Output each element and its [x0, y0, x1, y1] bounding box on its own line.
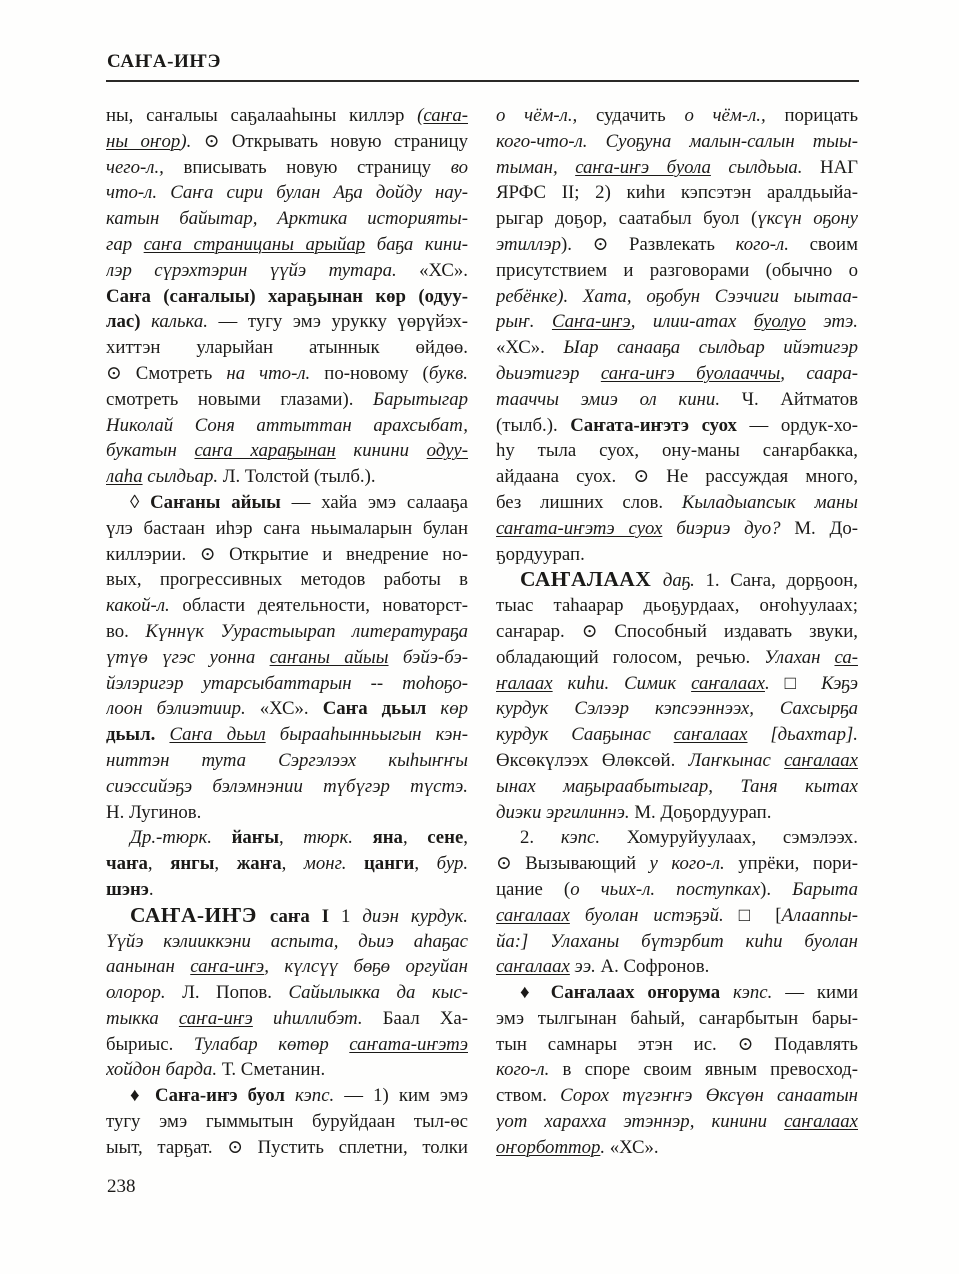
- text-run: саҥа I: [269, 905, 330, 927]
- text-run: киһи. Симик: [552, 672, 692, 694]
- text-run: саҥалаах: [673, 724, 748, 746]
- text-run: монг.: [303, 853, 364, 875]
- text-run: чего-л.,: [106, 156, 184, 178]
- text-line: [496, 1057, 858, 1083]
- text-line: [106, 490, 468, 516]
- text-run: ,: [414, 853, 437, 875]
- text-run: Саҥата-иҥэтэ суох: [570, 414, 737, 436]
- text-run: хойдон барда.: [106, 1059, 222, 1081]
- text-line: [106, 671, 468, 697]
- text-run: Кыладыапсык маны: [681, 491, 858, 513]
- text-run: букв.: [428, 362, 468, 384]
- text-line: [106, 387, 468, 413]
- text-run: лаһа: [106, 466, 143, 488]
- text-line: [496, 516, 858, 542]
- text-run: — тугу эмэ урукку үөрүйэх-: [218, 311, 468, 333]
- text-run: катын байытар, Арктика историяты-: [106, 208, 468, 230]
- text-run: янгы: [170, 853, 215, 875]
- text-line: [106, 284, 468, 310]
- text-run: Тулабар көтөр: [193, 1033, 350, 1055]
- text-run: , күлсүү бөҕө оргуйан: [264, 956, 468, 978]
- text-run: саҥа хараҕынан: [194, 440, 336, 462]
- page-number: 238: [107, 1176, 136, 1197]
- text-run: Алааппы-: [781, 904, 858, 926]
- text-run: Хомуруйуулаах, сэмэлээх.: [600, 827, 858, 849]
- text-line: [496, 335, 858, 361]
- text-line: [496, 877, 858, 903]
- text-run: Саҥа-иҥэ буол: [155, 1085, 295, 1107]
- text-run: диэки эргилиннэ.: [496, 801, 635, 823]
- text-run: ,: [214, 853, 237, 875]
- text-line: [496, 851, 858, 877]
- text-line: [106, 722, 468, 748]
- text-line: [106, 516, 468, 542]
- text-run: во: [450, 156, 468, 178]
- text-run: хиттэн уларыйан атыннык өйдөө.: [106, 337, 468, 359]
- text-run: судачить: [596, 105, 685, 126]
- text-run: Саҥа дьыл: [169, 724, 266, 746]
- text-run: саҥа-иҥэ буолааччы: [600, 362, 781, 384]
- text-run: , илии-атах: [630, 311, 754, 333]
- text-line: [106, 103, 468, 129]
- text-run: этиллэр: [496, 233, 562, 255]
- running-head: САҤА-ИҤЭ: [107, 51, 222, 72]
- text-run: 1: [329, 905, 363, 927]
- text-run: ).: [180, 130, 204, 152]
- text-run: лас): [106, 311, 152, 333]
- text-run: ,: [281, 853, 304, 875]
- text-run: Улахан: [764, 646, 835, 668]
- text-run: саҥа-: [423, 105, 468, 126]
- text-run: ⊙ Смотреть: [106, 362, 227, 384]
- text-run: сене: [427, 827, 464, 849]
- text-run: быриыс.: [106, 1033, 194, 1055]
- text-run: о чём-л.,: [496, 105, 596, 126]
- text-run: саҥарар. ⊙ Способный издавать звуки,: [496, 620, 858, 642]
- text-line: [496, 774, 858, 800]
- text-run: тугу эмэ гыммытын буруйдаан тыл-өс: [106, 1111, 468, 1133]
- text-line: [106, 1135, 468, 1161]
- text-run: , саара-: [780, 362, 858, 384]
- text-run: саҥаны айыы: [269, 646, 389, 668]
- text-run: Ыар санааҕа сылдьар ийэтигэр: [563, 337, 858, 359]
- text-run: Ч. Айтматов: [741, 388, 858, 410]
- text-run: ,: [278, 827, 304, 849]
- text-run: по-новому (: [310, 362, 429, 384]
- text-run: сылдьар.: [142, 466, 223, 488]
- text-run: саҥата-иҥэтэ: [349, 1033, 468, 1055]
- text-run: упрёки, пори-: [724, 853, 858, 875]
- text-run: йа:] Улаханы бүтэрбит киһи буолан: [496, 930, 858, 952]
- text-run: обладающий голосом, речью.: [496, 646, 765, 668]
- text-run: кэпс.: [560, 827, 601, 849]
- text-line: [106, 335, 468, 361]
- text-run: саҥалаах: [784, 1111, 858, 1133]
- text-line: [106, 1006, 468, 1032]
- text-line: [106, 877, 468, 903]
- text-run: Саҥалаах оҥорума: [550, 982, 734, 1004]
- text-line: [106, 232, 468, 258]
- text-run: саҥалаах: [691, 672, 765, 694]
- text-line: [106, 645, 468, 671]
- text-run: Барытыгар: [373, 388, 468, 410]
- text-run: үксүн оҕону: [757, 208, 858, 230]
- text-run: курдук Сэлээр кэпсээннээх, Сахсырҕа: [496, 698, 858, 720]
- text-run: тын самнары этэн ис. ⊙ Подавлять: [496, 1033, 858, 1055]
- text-run: .: [764, 672, 785, 694]
- text-line: [496, 954, 858, 980]
- text-run: у кого-л.: [649, 853, 725, 875]
- text-run: шэнэ: [106, 878, 149, 900]
- text-run: ҕордуурап.: [496, 543, 585, 565]
- text-run: бырааһынньыгын кэн-: [265, 724, 468, 746]
- text-line: [106, 593, 468, 619]
- text-line: [496, 1109, 858, 1135]
- text-run: биэриэ дуо?: [662, 517, 795, 539]
- text-line: [496, 671, 858, 697]
- text-run: рыҥ.: [496, 311, 552, 333]
- text-run: тыкка: [106, 1007, 179, 1029]
- text-run: порицать: [784, 105, 858, 126]
- text-run: смотреть новыми глазами).: [106, 388, 374, 410]
- text-line: [496, 103, 858, 129]
- text-line: [496, 696, 858, 722]
- text-run: Барыта: [792, 878, 858, 900]
- text-line: [496, 361, 858, 387]
- text-run: буолуо: [753, 311, 806, 333]
- text-run: ыыт, тарҕат. ⊙ Пустить сплетни, толки: [106, 1136, 468, 1158]
- text-run: своим: [788, 233, 858, 255]
- header-rule: [106, 80, 859, 82]
- text-run: Лаҥкынас: [688, 749, 785, 771]
- text-run: .: [600, 1136, 610, 1158]
- text-line: [496, 232, 858, 258]
- text-line: [496, 206, 858, 232]
- text-run: «ХС».: [496, 337, 564, 359]
- text-line: [496, 258, 858, 284]
- text-run: яна: [372, 827, 403, 849]
- text-line: [496, 413, 858, 439]
- text-run: — ордук-хо-: [736, 414, 858, 436]
- text-run: саҥалаах: [784, 749, 858, 771]
- text-run: «ХС».: [259, 698, 323, 720]
- text-run: лоон бэлиэтиир.: [106, 698, 260, 720]
- text-line: [106, 800, 468, 826]
- text-run: эмэ тылгынан баһый, саҥарбытын бары-: [496, 1007, 858, 1029]
- text-run: саҥа-иҥэ буола: [575, 156, 711, 178]
- text-run: дьыл.: [106, 724, 170, 746]
- text-run: кинини: [335, 440, 427, 462]
- text-run: лэр сүрэхтэрин үүйэ тутара.: [106, 259, 420, 281]
- text-run: 1. Саҥа, дорҕоон,: [694, 570, 858, 592]
- text-run: □: [784, 672, 822, 694]
- text-line: [106, 1057, 468, 1083]
- text-run: ). ⊙ Развлекать: [561, 233, 736, 255]
- text-run: этэ.: [805, 311, 858, 333]
- text-line: [496, 980, 858, 1006]
- text-run: ҥалаах: [496, 672, 553, 694]
- text-run: үтүө үгэс уонна: [106, 646, 270, 668]
- text-run: кого-л.: [735, 233, 789, 255]
- text-run: А. Софронов.: [600, 956, 710, 978]
- text-line: [106, 929, 468, 955]
- text-run: тюрк.: [303, 827, 373, 849]
- text-run: ниттэн тута Сэргэлээх кыһыҥҥы: [106, 749, 468, 771]
- text-line: [106, 1083, 468, 1109]
- text-run: ребёнке). Хата, оҕобун Сээчиги ыытаа-: [496, 285, 858, 307]
- text-line: [106, 748, 468, 774]
- text-line: [106, 954, 468, 980]
- text-run: без лишних слов.: [496, 491, 682, 513]
- text-run: саҥа страницаны арыйар: [143, 233, 366, 255]
- text-run: (тылб.).: [496, 414, 571, 436]
- text-run: уот харахха этэннэр, кинини: [496, 1111, 785, 1133]
- text-run: аанынан: [106, 956, 191, 978]
- text-run: о чём-л.,: [684, 105, 785, 126]
- text-run: вписывать новую страницу: [183, 156, 451, 178]
- text-line: [106, 619, 468, 645]
- text-run: һу тыла суох, ону-маны саҥарбакка,: [496, 440, 858, 462]
- text-run: баҕа кини-: [365, 233, 468, 255]
- text-line: [106, 155, 468, 181]
- text-run: что-л. Саҥа сири булан Аҕа дойду нау-: [106, 182, 468, 204]
- text-run: ♦: [520, 982, 551, 1004]
- text-line: [496, 284, 858, 310]
- text-run: в споре своим явным превосход-: [549, 1059, 858, 1081]
- text-run: Күннүк Уурастыырап литератураҕа: [145, 620, 468, 642]
- text-line: [496, 825, 858, 851]
- text-run: Саҥа дьыл: [322, 698, 441, 720]
- text-run: «ХС».: [609, 1136, 659, 1158]
- text-run: олорор.: [106, 982, 183, 1004]
- text-run: во.: [106, 620, 146, 642]
- text-run: САҤА-ИҤЭ: [130, 902, 270, 927]
- text-run: вых, прогрессивных методов работы в: [106, 569, 468, 591]
- text-run: «ХС».: [419, 259, 468, 281]
- text-run: ны оҥор: [106, 130, 181, 152]
- text-line: [496, 1135, 858, 1161]
- text-run: айдаана суох. ⊙ Не рассуждая много,: [496, 466, 858, 488]
- text-line: [496, 155, 858, 181]
- text-run: М. Доҕордуурап.: [634, 801, 772, 823]
- text-run: ,: [402, 827, 428, 849]
- text-run: кого-л.: [496, 1059, 550, 1081]
- text-run: области деятельности, новаторст-: [169, 595, 468, 617]
- text-run: саҥалаах: [496, 904, 570, 926]
- text-run: ⊙ Вызывающий: [496, 853, 650, 875]
- text-run: Саҥа (саҥалыы) хараҕынан көр (одуу-: [106, 285, 468, 307]
- text-run: киллэрии. ⊙ Открытие и внедрение но-: [106, 543, 468, 565]
- text-run: ынах маҕыраабытыгар, Таня кытах: [496, 775, 858, 797]
- text-run: присутствием и разговорами (обычно о: [496, 259, 858, 281]
- text-run: оҥорботтор: [496, 1136, 601, 1158]
- text-run: НАГ: [820, 156, 858, 178]
- text-line: [106, 180, 468, 206]
- text-line: [496, 645, 858, 671]
- text-run: Т. Сметанин.: [221, 1059, 326, 1081]
- text-run: на что-л.: [226, 362, 311, 384]
- text-run: ,: [147, 853, 171, 875]
- text-run: Үүйэ кэлииккэни аспыта, дьиэ аһаҕас: [106, 930, 468, 952]
- text-run: сиэссийэҕэ бэлэмнэнии түбүгэр түстэ.: [106, 775, 468, 797]
- text-run: ны, саҥалыы саҕалааһыны киллэр: [106, 105, 418, 126]
- text-run: — хайа эмэ салааҕа: [280, 491, 468, 513]
- text-run: Др.-тюрк.: [130, 827, 232, 849]
- text-run: үлэ бастаан иһэр саҥа ньымаларын булан: [106, 517, 468, 539]
- text-run: ♦: [130, 1085, 155, 1107]
- text-run: букатын: [106, 440, 195, 462]
- text-line: [106, 903, 468, 929]
- text-line: [106, 309, 468, 335]
- text-run: ).: [760, 878, 793, 900]
- text-run: ээ.: [569, 956, 601, 978]
- text-run: ,: [463, 827, 468, 849]
- text-line: [496, 722, 858, 748]
- text-run: Баал Ха-: [382, 1007, 468, 1029]
- text-line: [106, 361, 468, 387]
- text-run: саҥалаах: [496, 956, 570, 978]
- text-run: какой-л.: [106, 595, 170, 617]
- text-line: [496, 619, 858, 645]
- left-column: [106, 103, 468, 1161]
- text-line: [106, 413, 468, 439]
- text-run: кого-что-л. Суоҕуна малын-салын тыы-: [496, 130, 858, 152]
- text-run: Николай Соня аттыттан арахсыбат,: [106, 414, 468, 436]
- text-line: [106, 774, 468, 800]
- text-line: [106, 206, 468, 232]
- text-run: ством.: [496, 1085, 561, 1107]
- text-line: [496, 180, 858, 206]
- text-line: [106, 980, 468, 1006]
- text-run: Сайылыкка да кыс-: [288, 982, 468, 1004]
- text-run: диэн курдук.: [362, 905, 468, 927]
- text-line: [106, 464, 468, 490]
- text-line: [106, 851, 468, 877]
- text-run: Л. Толстой (тылб.).: [222, 466, 376, 488]
- text-run: 2.: [520, 827, 561, 849]
- text-line: [496, 800, 858, 826]
- text-line: [496, 903, 858, 929]
- text-line: [496, 490, 858, 516]
- text-run: ⊙ Открывать новую страницу: [203, 130, 468, 152]
- text-run: М. До-: [794, 517, 858, 539]
- text-run: кэпс.: [733, 982, 773, 1004]
- text-run: жаҥа: [236, 853, 282, 875]
- text-run: — 1) ким эмэ: [334, 1085, 468, 1107]
- text-run: Л. Попов.: [182, 982, 289, 1004]
- text-run: курдук Сааҕынас: [496, 724, 674, 746]
- text-line: [496, 748, 858, 774]
- text-line: [496, 929, 858, 955]
- text-run: тыман,: [496, 156, 576, 178]
- text-run: Өксөкүлээх Өлөксөй.: [496, 749, 689, 771]
- text-run: гар: [106, 233, 144, 255]
- text-line: [106, 696, 468, 722]
- text-run: Сорох түгэҥҥэ Өксүөн санаатын: [560, 1085, 858, 1107]
- text-run: буолан истэҕэй.: [569, 904, 739, 926]
- text-line: [106, 258, 468, 284]
- text-run: саҥа-иҥэ: [190, 956, 265, 978]
- text-run: ◊: [130, 491, 151, 513]
- text-line: [496, 464, 858, 490]
- text-line: [106, 1109, 468, 1135]
- text-run: (: [417, 105, 424, 126]
- text-line: [106, 129, 468, 155]
- text-run: саҥа-иҥэ: [178, 1007, 253, 1029]
- text-run: бэйэ-бэ-: [388, 646, 468, 668]
- text-run: о чьих-л. поступках: [570, 878, 761, 900]
- text-run: одуу-: [426, 440, 468, 462]
- text-run: бур.: [436, 853, 468, 875]
- text-line: [496, 567, 858, 593]
- text-line: [106, 567, 468, 593]
- text-run: иһиллибэт.: [252, 1007, 383, 1029]
- text-line: [106, 825, 468, 851]
- text-run: рыгар доҕор, саатабыл буол (: [496, 208, 758, 230]
- text-line: [496, 309, 858, 335]
- text-line: [496, 542, 858, 568]
- text-run: цанги: [363, 853, 415, 875]
- text-run: Н. Лугинов.: [106, 801, 202, 823]
- text-line: [496, 129, 858, 155]
- text-run: йэлэригэр утарсыбаттарын -- тоһоҕо-: [106, 672, 468, 694]
- text-run: даҕ.: [662, 570, 695, 592]
- right-column: [496, 103, 858, 1161]
- text-run: цание (: [496, 878, 571, 900]
- text-line: [496, 1083, 858, 1109]
- text-run: САҤАЛААХ: [520, 567, 663, 592]
- text-run: [дьахтар].: [747, 724, 858, 746]
- text-run: ЯРФС II; 2) киһи кэпсэтэн аралдьыйа-: [496, 182, 858, 204]
- text-run: са-: [834, 646, 858, 668]
- text-run: — кими: [772, 982, 858, 1004]
- text-run: кэпс.: [294, 1085, 335, 1107]
- text-line: [496, 1006, 858, 1032]
- text-run: саҥата-иҥэтэ суох: [496, 517, 663, 539]
- text-run: тааччы эмиэ ол кини.: [496, 388, 742, 410]
- text-run: дьиэтигэр: [496, 362, 601, 384]
- text-line: [106, 542, 468, 568]
- text-line: [496, 593, 858, 619]
- text-line: [496, 1032, 858, 1058]
- text-run: .: [148, 878, 154, 900]
- text-run: Кэҕэ: [821, 672, 858, 694]
- text-run: Саҥа-иҥэ: [551, 311, 631, 333]
- text-line: [106, 438, 468, 464]
- text-line: [496, 387, 858, 413]
- text-line: [496, 438, 858, 464]
- text-run: көр: [440, 698, 468, 720]
- text-run: калька.: [151, 311, 219, 333]
- text-run: Саҥаны айыы: [150, 491, 281, 513]
- text-line: [106, 1032, 468, 1058]
- text-run: чаҥа: [106, 853, 148, 875]
- text-run: □ [: [738, 904, 782, 926]
- text-run: йаҥы: [231, 827, 279, 849]
- text-run: сылдьыа.: [710, 156, 821, 178]
- text-run: тыас таһаарар дьоҕурдаах, оҥоһуулаах;: [496, 595, 858, 617]
